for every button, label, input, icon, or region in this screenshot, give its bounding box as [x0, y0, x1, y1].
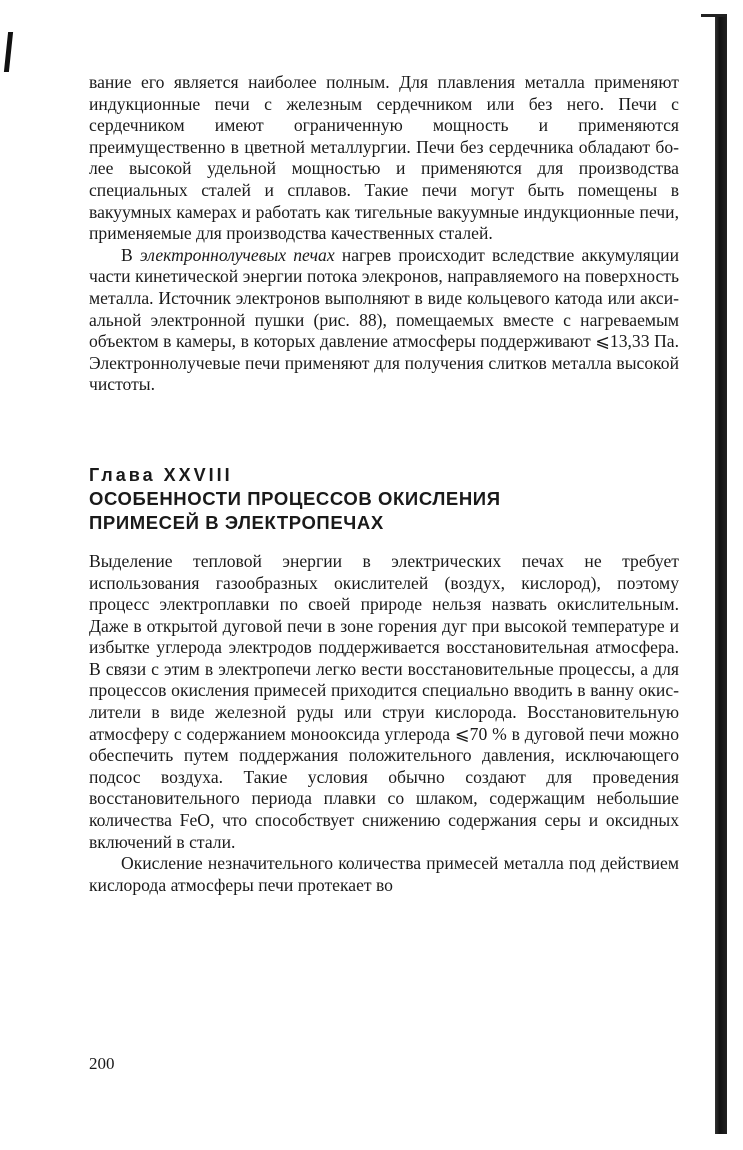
paragraph-heat-release: Выделение тепловой энергии в электрических печах не требует использования газообразных окислителей (воздух, кислород), поэтому процесс электроплавки по своей природе нельзя назвать окислительным. Даже в открытой дуговой печи в зоне горения дуг при высокой температуре и избытке углерода электродов поддерживается восстановительная атмосфера. В связи с этим в электропечи легко вести восстановительные процессы, а для процессов окисления примесей приходится специально вводить в ванну окислители в виде железной руды или струи кислородa. Восстановительную атмосферу с содержанием монооксида углерода ⩽70 % в дуговой печи можно обеспечить путем поддержания положительного давления, исключающего подсос воздуха. Такие условия обычно создают для проведения восстановительного периода плавки со шлаком, содержащим небольшие количества FeO, что способствует снижению содержания серы и оксидных включений в стали.: [89, 550, 679, 852]
chapter-title-line-1: ОСОБЕННОСТИ ПРОЦЕССОВ ОКИСЛЕНИЯ: [89, 487, 501, 509]
chapter-label: Глава XXVIII: [89, 464, 233, 485]
page-body: [89, 72, 679, 896]
paragraph-induction: вание его является наиболее полным. Для плавления металла применяют индукционные печи с железным сердечником или без него. Печи с сердечником имеют ограниченную мощность и применяются преимущественно в цветной металлургии. Печи без сердечника обладают более высокой удельной мощностью и применяются для производства специальных сталей и сплавов. Такие печи могут быть помещены в вакуумных камерах и работать как тигельные вакуумные индукционные печи, применяемые для производства качественных сталей.: [89, 72, 679, 244]
scan-mark: [4, 32, 13, 72]
paragraph-prefix: В: [121, 244, 140, 265]
scan-edge: [715, 14, 727, 1134]
paragraph-oxidation: Окисление незначительного количества примесей металла под действием кислорода атмосферы печи протекает во: [89, 853, 679, 895]
page-number: 200: [89, 1054, 115, 1073]
chapter-title-line-2: ПРИМЕСЕЙ В ЭЛЕКТРОПЕЧАХ: [89, 511, 384, 533]
paragraph-electron-beam: [89, 245, 679, 396]
emphasis-term: электроннолучевых печах: [139, 244, 335, 265]
chapter-heading: [89, 463, 679, 535]
paragraph-rest: нагрев происходит вследствие аккумуляции части кинетической энергии потока элекронов, направляемого на поверхность металла. Источник электронов выполняют в виде кольцевого катода или аксиальной электронной пушки (рис. 88), помещаемых вместе с нагреваемым объектом в камеры, в которых давление атмосферы поддерживают ⩽13,33 Па. Электроннолучевые печи применяют для получения слитков металла высокой чистоты.: [89, 244, 680, 395]
